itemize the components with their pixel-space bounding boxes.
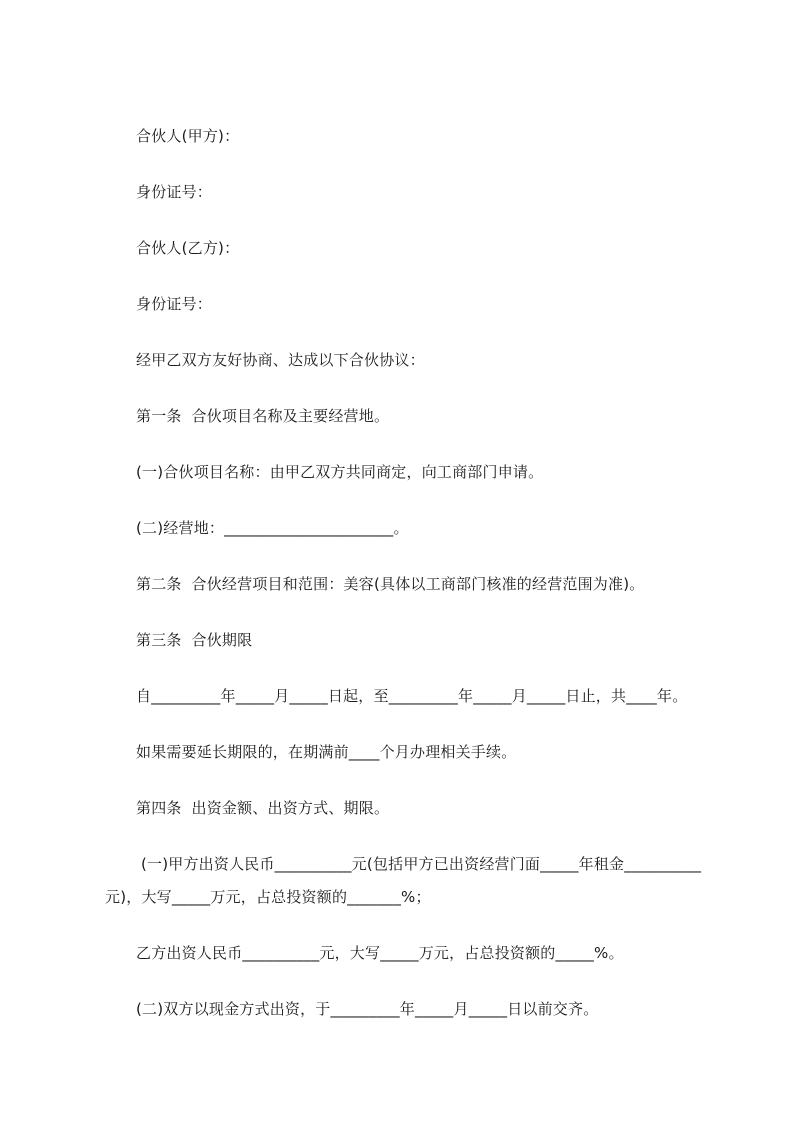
party-a-line: 合伙人(甲方)： bbox=[136, 127, 240, 145]
article-3-term: 自_________年_____月_____日起，至_________年_____月_____日止，共____年。 bbox=[136, 687, 688, 705]
party-a-id-line: 身份证号： bbox=[136, 183, 213, 201]
article-4-party-a-contribution: (一)甲方出资人民币__________元(包括甲方已出资经营门面_____年租金__________元)，大写_____万元，占总投资额的_______%； bbox=[105, 855, 702, 906]
article-2-text: 第二条 合伙经营项目和范围：美容(具体以工商部门核准的经营范围为准)。 bbox=[136, 575, 645, 593]
party-b-line: 合伙人(乙方)： bbox=[136, 239, 240, 257]
article-3-heading: 第三条 合伙期限 bbox=[136, 631, 253, 649]
article-1-heading: 第一条 合伙项目名称及主要经营地。 bbox=[136, 407, 390, 425]
agreement-intro: 经甲乙双方友好协商、达成以下合伙协议： bbox=[136, 351, 425, 369]
article-4-party-b-contribution: 乙方出资人民币__________元，大写_____万元，占总投资额的_____%。 bbox=[136, 944, 624, 962]
article-1-item-2: (二)经营地：______________________。 bbox=[136, 519, 409, 537]
article-1-item-1: (一)合伙项目名称：由甲乙双方共同商定，向工商部门申请。 bbox=[136, 463, 544, 481]
party-b-id-line: 身份证号： bbox=[136, 295, 213, 313]
article-3-extension: 如果需要延长期限的，在期满前____个月办理相关手续。 bbox=[136, 743, 517, 761]
article-4-heading: 第四条 出资金额、出资方式、期限。 bbox=[136, 799, 390, 817]
article-4-cash-payment: (二)双方以现金方式出资，于_________年_____月_____日以前交齐。 bbox=[136, 1000, 599, 1018]
